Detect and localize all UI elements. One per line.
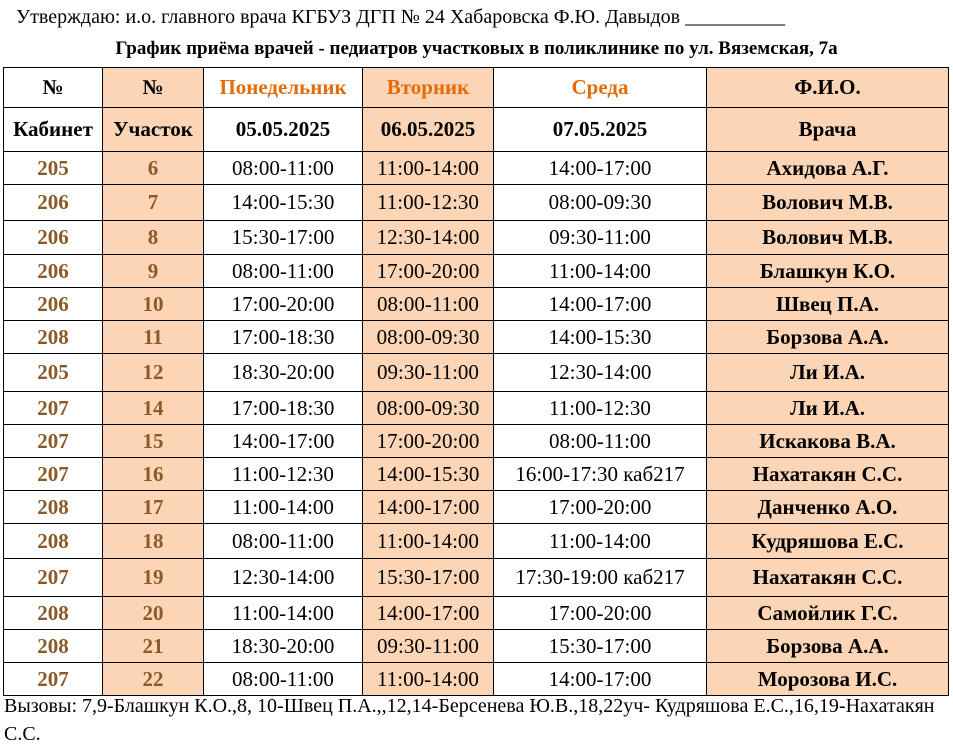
doctor-cell: Морозова И.С.: [707, 663, 949, 696]
table-row: [4, 221, 949, 255]
wednesday-cell: 14:00-17:00: [494, 288, 707, 321]
district-cell: 10: [103, 288, 204, 321]
table-row: [4, 524, 949, 559]
table-row: [4, 392, 949, 425]
district-cell: 11: [103, 321, 204, 354]
cabinet-cell: 207: [4, 425, 103, 458]
cabinet-cell: 207: [4, 663, 103, 696]
header-row-days: [4, 68, 949, 108]
col-header-wednesday: Среда: [494, 68, 707, 108]
district-cell: 19: [103, 559, 204, 597]
district-cell: 7: [103, 185, 204, 221]
table-row: [4, 354, 949, 392]
cabinet-cell: 208: [4, 524, 103, 559]
tuesday-cell: 11:00-14:00: [363, 524, 494, 559]
district-cell: 16: [103, 458, 204, 491]
doctor-cell: Борзова А.А.: [707, 630, 949, 663]
doctor-cell: Нахатакян С.С.: [707, 559, 949, 597]
approval-line: Утверждаю: и.о. главного врача КГБУЗ ДГП № 24 Хабаровска Ф.Ю. Давыдов __________: [16, 6, 786, 28]
district-cell: 21: [103, 630, 204, 663]
table-row: [4, 458, 949, 491]
schedule-table: [3, 67, 949, 696]
wednesday-cell: 08:00-09:30: [494, 185, 707, 221]
monday-cell: 17:00-20:00: [204, 288, 363, 321]
doctor-cell: Волович М.В.: [707, 221, 949, 255]
district-cell: 17: [103, 491, 204, 524]
cabinet-cell: 206: [4, 185, 103, 221]
cabinet-cell: 207: [4, 458, 103, 491]
monday-cell: 08:00-11:00: [204, 152, 363, 185]
doctor-cell: Кудряшова Е.С.: [707, 524, 949, 559]
tuesday-cell: 09:30-11:00: [363, 354, 494, 392]
tuesday-cell: 08:00-11:00: [363, 288, 494, 321]
tuesday-cell: 11:00-14:00: [363, 663, 494, 696]
monday-cell: 11:00-14:00: [204, 597, 363, 630]
col-header-cabinet-no: №: [4, 68, 103, 108]
district-cell: 14: [103, 392, 204, 425]
monday-cell: 12:30-14:00: [204, 559, 363, 597]
monday-cell: 14:00-17:00: [204, 425, 363, 458]
table-row: [4, 630, 949, 663]
doctor-cell: Самойлик Г.С.: [707, 597, 949, 630]
monday-cell: 08:00-11:00: [204, 524, 363, 559]
district-cell: 9: [103, 255, 204, 288]
wednesday-cell: 14:00-17:00: [494, 663, 707, 696]
monday-cell: 08:00-11:00: [204, 255, 363, 288]
tuesday-cell: 08:00-09:30: [363, 321, 494, 354]
col-header-monday: Понедельник: [204, 68, 363, 108]
cabinet-cell: 205: [4, 354, 103, 392]
col-header-wednesday-date: 07.05.2025: [494, 108, 707, 152]
cabinet-cell: 207: [4, 559, 103, 597]
col-header-tuesday: Вторник: [363, 68, 494, 108]
wednesday-cell: 16:00-17:30 каб217: [494, 458, 707, 491]
monday-cell: 17:00-18:30: [204, 321, 363, 354]
monday-cell: 14:00-15:30: [204, 185, 363, 221]
district-cell: 20: [103, 597, 204, 630]
doctor-cell: Блашкун К.О.: [707, 255, 949, 288]
district-cell: 15: [103, 425, 204, 458]
tuesday-cell: 12:30-14:00: [363, 221, 494, 255]
cabinet-cell: 206: [4, 255, 103, 288]
wednesday-cell: 15:30-17:00: [494, 630, 707, 663]
col-header-district: Участок: [103, 108, 204, 152]
doctor-cell: Данченко А.О.: [707, 491, 949, 524]
monday-cell: 15:30-17:00: [204, 221, 363, 255]
monday-cell: 18:30-20:00: [204, 354, 363, 392]
tuesday-cell: 14:00-15:30: [363, 458, 494, 491]
tuesday-cell: 14:00-17:00: [363, 597, 494, 630]
cabinet-cell: 208: [4, 630, 103, 663]
district-cell: 12: [103, 354, 204, 392]
doctor-cell: Искакова В.А.: [707, 425, 949, 458]
monday-cell: 11:00-14:00: [204, 491, 363, 524]
schedule-title: График приёма врачей - педиатров участковых в поликлинике по ул. Вяземская, 7а: [115, 38, 838, 59]
table-row: [4, 185, 949, 221]
col-header-monday-date: 05.05.2025: [204, 108, 363, 152]
doctor-cell: Волович М.В.: [707, 185, 949, 221]
monday-cell: 11:00-12:30: [204, 458, 363, 491]
district-cell: 8: [103, 221, 204, 255]
table-row: [4, 663, 949, 696]
tuesday-cell: 08:00-09:30: [363, 392, 494, 425]
tuesday-cell: 17:00-20:00: [363, 425, 494, 458]
wednesday-cell: 08:00-11:00: [494, 425, 707, 458]
col-header-cabinet: Кабинет: [4, 108, 103, 152]
col-header-tuesday-date: 06.05.2025: [363, 108, 494, 152]
cabinet-cell: 206: [4, 288, 103, 321]
monday-cell: 08:00-11:00: [204, 663, 363, 696]
table-row: [4, 491, 949, 524]
header-row-dates: [4, 108, 949, 152]
cabinet-cell: 205: [4, 152, 103, 185]
tuesday-cell: 14:00-17:00: [363, 491, 494, 524]
wednesday-cell: 11:00-14:00: [494, 524, 707, 559]
tuesday-cell: 15:30-17:00: [363, 559, 494, 597]
tuesday-cell: 09:30-11:00: [363, 630, 494, 663]
table-row: [4, 559, 949, 597]
table-row: [4, 597, 949, 630]
doctor-cell: Нахатакян С.С.: [707, 458, 949, 491]
wednesday-cell: 17:00-20:00: [494, 491, 707, 524]
district-cell: 18: [103, 524, 204, 559]
tuesday-cell: 17:00-20:00: [363, 255, 494, 288]
cabinet-cell: 208: [4, 321, 103, 354]
district-cell: 6: [103, 152, 204, 185]
district-cell: 22: [103, 663, 204, 696]
wednesday-cell: 17:00-20:00: [494, 597, 707, 630]
cabinet-cell: 206: [4, 221, 103, 255]
doctor-cell: Ли И.А.: [707, 392, 949, 425]
table-row: [4, 255, 949, 288]
wednesday-cell: 14:00-15:30: [494, 321, 707, 354]
doctor-cell: Ли И.А.: [707, 354, 949, 392]
cabinet-cell: 207: [4, 392, 103, 425]
monday-cell: 18:30-20:00: [204, 630, 363, 663]
table-row: [4, 321, 949, 354]
monday-cell: 17:00-18:30: [204, 392, 363, 425]
doctor-cell: Борзова А.А.: [707, 321, 949, 354]
wednesday-cell: 14:00-17:00: [494, 152, 707, 185]
table-row: [4, 152, 949, 185]
col-header-doctor: Врача: [707, 108, 949, 152]
wednesday-cell: 12:30-14:00: [494, 354, 707, 392]
table-row: [4, 425, 949, 458]
cabinet-cell: 208: [4, 491, 103, 524]
wednesday-cell: 09:30-11:00: [494, 221, 707, 255]
col-header-district-no: №: [103, 68, 204, 108]
doctor-cell: Ахидова А.Г.: [707, 152, 949, 185]
cabinet-cell: 208: [4, 597, 103, 630]
wednesday-cell: 17:30-19:00 каб217: [494, 559, 707, 597]
tuesday-cell: 11:00-12:30: [363, 185, 494, 221]
wednesday-cell: 11:00-14:00: [494, 255, 707, 288]
wednesday-cell: 11:00-12:30: [494, 392, 707, 425]
tuesday-cell: 11:00-14:00: [363, 152, 494, 185]
table-row: [4, 288, 949, 321]
col-header-doctor-fio: Ф.И.О.: [707, 68, 949, 108]
home-calls-note: Вызовы: 7,9-Блашкун К.О.,8, 10-Швец П.А.,,12,14-Берсенева Ю.В.,18,22уч- Кудряшова Е.С.,16,19-Нахатакян С.С.: [4, 695, 935, 745]
doctor-cell: Швец П.А.: [707, 288, 949, 321]
